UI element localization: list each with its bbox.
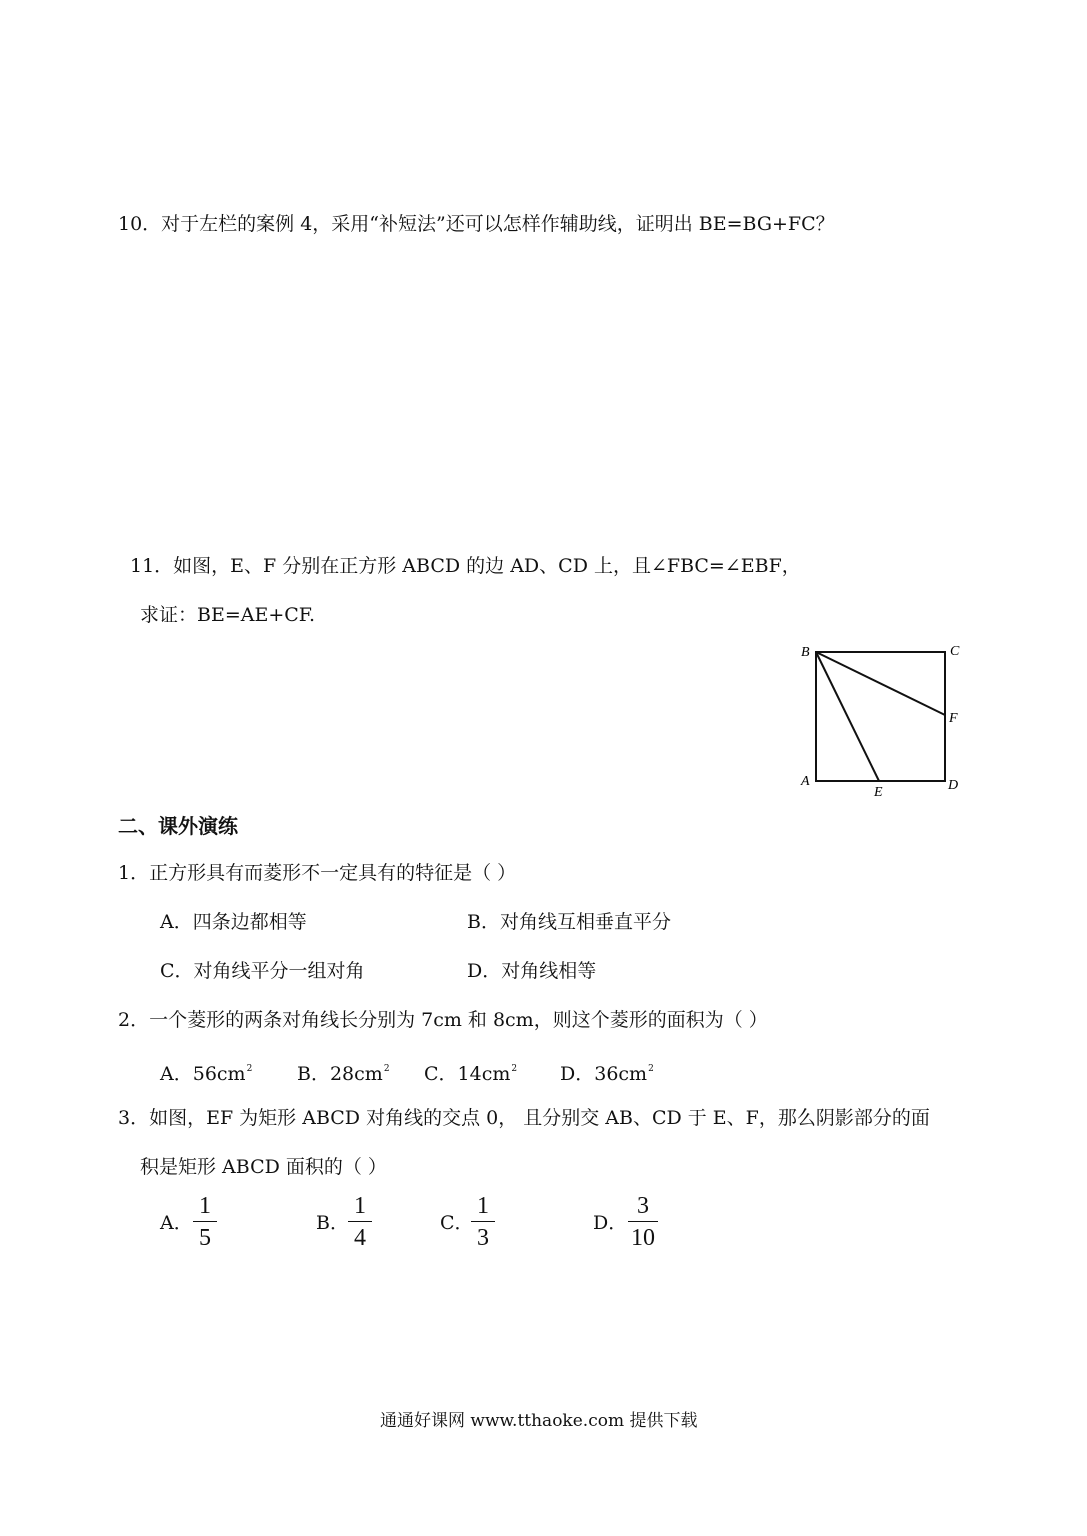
practice-3-option-d-letter: D． [593,1212,628,1234]
label-e: E [874,785,883,800]
option-letter: C． [424,1063,458,1085]
practice-2-option-a [160,1057,252,1086]
practice-3-option-c-letter: C． [440,1212,474,1234]
fraction-option-c [466,1193,500,1251]
fraction-option-a [188,1193,222,1251]
option-letter: B． [297,1063,330,1085]
option-exponent: 2 [648,1064,654,1074]
practice-1-option-d: D．对角线相等 [467,960,597,982]
option-exponent: 2 [246,1064,253,1074]
fraction-denominator: 10 [631,1225,655,1251]
option-exponent: 2 [383,1064,390,1074]
label-a: A [801,774,810,789]
practice-3-line-2: 积是矩形 ABCD 面积的（ ） [140,1156,387,1178]
footer-credit: 通通好课网 www.tthaoke.com 提供下载 [380,1411,698,1431]
fraction-bar [193,1221,217,1222]
fraction-denominator: 3 [477,1225,489,1251]
segment-be [816,652,879,781]
question-10: 10．对于左栏的案例 4，采用“补短法”还可以怎样作辅助线，证明出 BE=BG+FC？ [118,213,835,235]
option-value: 28cm [329,1063,383,1085]
section-title: 二、课外演练 [118,814,238,838]
fraction-option-b [343,1193,377,1251]
segment-bf [816,652,945,715]
label-d: D [948,778,959,793]
option-letter: D． [560,1063,595,1085]
practice-2-stem: 2．一个菱形的两条对角线长分别为 7cm 和 8cm，则这个菱形的面积为（ ） [118,1009,768,1031]
practice-1-option-b: B．对角线互相垂直平分 [467,911,671,933]
fraction-numerator: 3 [637,1193,649,1219]
fraction-option-d [623,1193,663,1251]
fraction-bar [628,1221,658,1222]
practice-2-option-c [424,1057,517,1086]
practice-3-option-b-letter: B． [316,1212,349,1234]
question-11-line-1: 11．如图，E、F 分别在正方形 ABCD 的边 AD、CD 上，且∠FBC=∠EBF， [130,555,801,577]
practice-2-option-b [297,1057,390,1086]
label-f: F [949,711,958,726]
option-value: 36cm [594,1063,648,1085]
square-outline [816,652,945,781]
practice-3-line-1: 3．如图，EF 为矩形 ABCD 对角线的交点 0， 且分别交 AB、CD 于 E、F，那么阴影部分的面 [118,1107,930,1129]
fraction-numerator: 1 [199,1193,211,1219]
fraction-bar [348,1221,372,1222]
fraction-numerator: 1 [354,1193,366,1219]
fraction-denominator: 5 [199,1225,211,1251]
option-letter: A． [160,1063,193,1085]
practice-2-option-d [560,1057,654,1086]
option-value: 56cm [192,1063,246,1085]
question-11-line-2: 求证：BE=AE+CF. [140,604,316,626]
option-value: 14cm [457,1063,511,1085]
square-abcd-figure [796,640,976,800]
practice-1-option-a: A．四条边都相等 [160,911,307,933]
option-exponent: 2 [511,1064,518,1074]
practice-1-stem: 1．正方形具有而菱形不一定具有的特征是（ ） [118,862,517,884]
fraction-denominator: 4 [354,1225,366,1251]
fraction-numerator: 1 [477,1193,489,1219]
practice-3-option-a-letter: A． [160,1212,193,1234]
label-b: B [801,645,810,660]
fraction-bar [471,1221,495,1222]
label-c: C [950,644,960,659]
practice-1-option-c: C．对角线平分一组对角 [160,960,365,982]
